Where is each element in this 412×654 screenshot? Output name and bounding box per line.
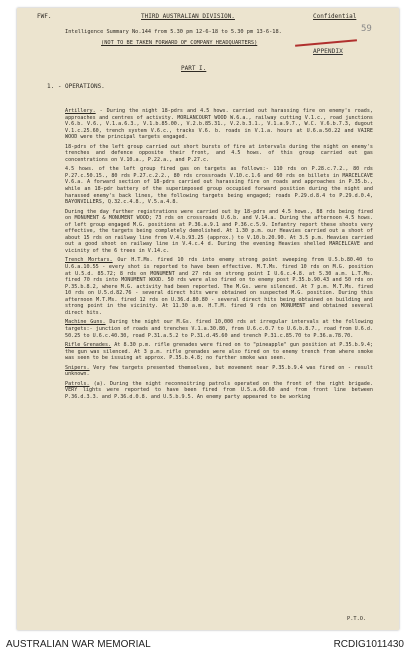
- appendix-label: APPENDIX: [313, 48, 343, 55]
- paragraph-label: Snipers.: [65, 364, 90, 371]
- paragraph-text: - During the night 18-pdrs and 4.5 hows. carried out harassing fire on enemy's roads, approaches and centres of activity. MORLANCOURT WOOD W.6.a., railway cutting V.1.c., road junctions V.6.b. V.6., V.1.a.6.3., V.1.b.85.00., V.2.b.85.31., V.2.b.3.1., V.1.a.9.7., W.C. V.6.b.7.3, dugout V.1.c.25.60, trench system V.6.c., tracks V.6. b. roads in V.1.a. hours at U.6.a.50.22 and VAIRE WOOD were the principal targets engaged.: [65, 108, 373, 141]
- summary-line: Intelligence Summary No.144 from 5.30 pm 12-6-18 to 5.30 pm 13-6-18.: [65, 29, 282, 35]
- paragraph: [65, 166, 373, 205]
- document-page: [17, 8, 399, 630]
- pto-note: P.T.O.: [347, 616, 367, 622]
- paragraph-label: Trench Mortars.: [65, 257, 113, 264]
- division-heading: THIRD AUSTRALIAN DIVISION.: [141, 13, 235, 20]
- paragraph-text: 4.5 hows. of the left group fired gas on targets as follows:- 110 rds on P.28.c.7.2., 80 rds P.27.c.50.15., 80 rds P.27.c.2.2., 80 rds crossroads V.10.c.1.6 and 60 rds on billets in MARCELCAVE V.6.a. A forward section of 18-pdrs carried out harassing fire on roads and approaches in P.35.b., while an 18-pdr battery of the superimposed group occupied forward position during the night and harassed enemy's back lines, the following targets being engaged; roads P.29.d.8.4 to P.29.d.0.4, BAYONVILLERS, Q.32.c.4.8., V.5.a.4.8.: [65, 166, 373, 206]
- report-body: [65, 108, 373, 403]
- paragraph: [65, 209, 373, 255]
- paragraph-text: At 8.30 p.m. rifle grenades were fired on to "pineapple" gun position at P.35.b.9.4; the gun was silenced. At 3 p.m. rifle grenades were also fired on to enemy trench from where smoke was seen to be issuing at approx. P.35.b.4.8; no further smoke was seen.: [65, 342, 373, 362]
- paragraph-text: Very few targets presented themselves, but movement near P.35.b.9.4 was fired on - result unknown.: [65, 364, 373, 378]
- paragraph-label: Patrols.: [65, 380, 90, 387]
- record-id: RCDIG1011430: [333, 639, 404, 650]
- section-heading: 1. - OPERATIONS.: [47, 83, 105, 90]
- paragraph-text: 18-pdrs of the left group carried out short bursts of fire at intervals during the night on enemy's trenches and defence opposite their front, and 4.5 hows. of this group carried out gas concentrations on V.10.a., P.22.a., and P.27.c.: [65, 143, 373, 163]
- paragraph-label: Rifle Grenades.: [65, 342, 112, 349]
- paragraph-label: Machine Guns.: [65, 319, 106, 326]
- paragraph-label: Artillery.: [65, 108, 96, 114]
- paragraph: [65, 108, 373, 141]
- distribution-notice: (NOT TO BE TAKEN FORWARD OF COMPANY HEADQUARTERS): [101, 40, 258, 46]
- paragraph: [65, 342, 373, 362]
- paragraph-text: Our H.T.Ms. fired 10 rds into enemy strong point sweeping from U.5.b.80.40 to U.6.a.10.55 - every shot is reported to have been effective. M.T.Ms. fired 10 rds on M.G. position at U.5.d. 85.72; 8 rds on MONUMENT and 27 rds on strong point I U.6.c.4.8. at 5.30 a.m. L.T.Ms. fired 70 rds into MONUMENT WOOD. 50 rds were also fired on to enemy post P.35.b.90.43 and 50 rds on P.35.b.8.2, where M.G. activity had been reported. The M.Gs. were silenced. At 7 p.m. M.T.Ms. fired 10 rds on U.5.d.82.76 - several direct hits were obtained on suspected M.G. position. During this afternoon M.T.Ms. fired 12 rds on U.36.d.80.80 - several direct hits being obtained on building and strong point in the vicinity. At 11.30 a.m. H.T.M. fired 9 rds on MONUMENT and obtained several direct hits.: [65, 257, 373, 316]
- paragraph-text: During the day further registrations were carried out by 18-pdrs and 4.5 hows., 88 rds being fired on MONUMENT & MONUMENT WOOD; 73 rds on crossroads U.6.b. and V.14.a. During the afternoon 4.5 hows. of left group engaged M.G. positions at P.36.a.9.1 and P.36.c.5.9. Infantry report these shoots very effective, the targets being completely demolished. At 1.30 p.m. our Heavies carried out a shoot of about 15 rds on railway line from V.4.b.93.25 (approx.) to V.10.b.20.90. At 3.5 p.m. Heavies carried out a good shoot on railway line in V.4.c.4 d. During the evening Heavies shelled MARCELCAVE and vicinity of the 6 trees in V.14.c.: [65, 208, 373, 254]
- archive-footer: [0, 637, 412, 654]
- page-number-stamp: 59: [361, 24, 372, 34]
- paragraph: [65, 257, 373, 316]
- paragraph-text: (a). During the night reconnoitring patrols operated on the front of the right brigade. VERY lights were reported to have been fired from U.5.a.60.60 and from front line between P.36.d.3.3. and P.36.d.0.8. and U.5.b.9.5. An enemy party appeared to be working: [65, 380, 373, 400]
- paragraph-text: During the night our M.Gs. fired 10,000 rds at irregular intervals at the following targets:- junction of roads and trenches V.1.a.30.80, from U.6.c.0.7 to U.6.b.8.7., road from U.6.d. 50.25 to U.6.c.40.30, road P.31.a.5.2 to P.31.d.45.60 and trench P.31.c.85.70 to P.36.a.78.70.: [65, 319, 373, 339]
- paragraph: [65, 144, 373, 164]
- doc-ref: FWF.: [37, 13, 52, 20]
- paragraph: [65, 381, 373, 401]
- classification-label: Confidential: [313, 13, 357, 20]
- paragraph: [65, 365, 373, 378]
- archive-name: AUSTRALIAN WAR MEMORIAL: [6, 639, 151, 650]
- red-pencil-mark: [295, 39, 357, 46]
- paragraph: [65, 319, 373, 339]
- part-heading: PART I.: [181, 65, 207, 72]
